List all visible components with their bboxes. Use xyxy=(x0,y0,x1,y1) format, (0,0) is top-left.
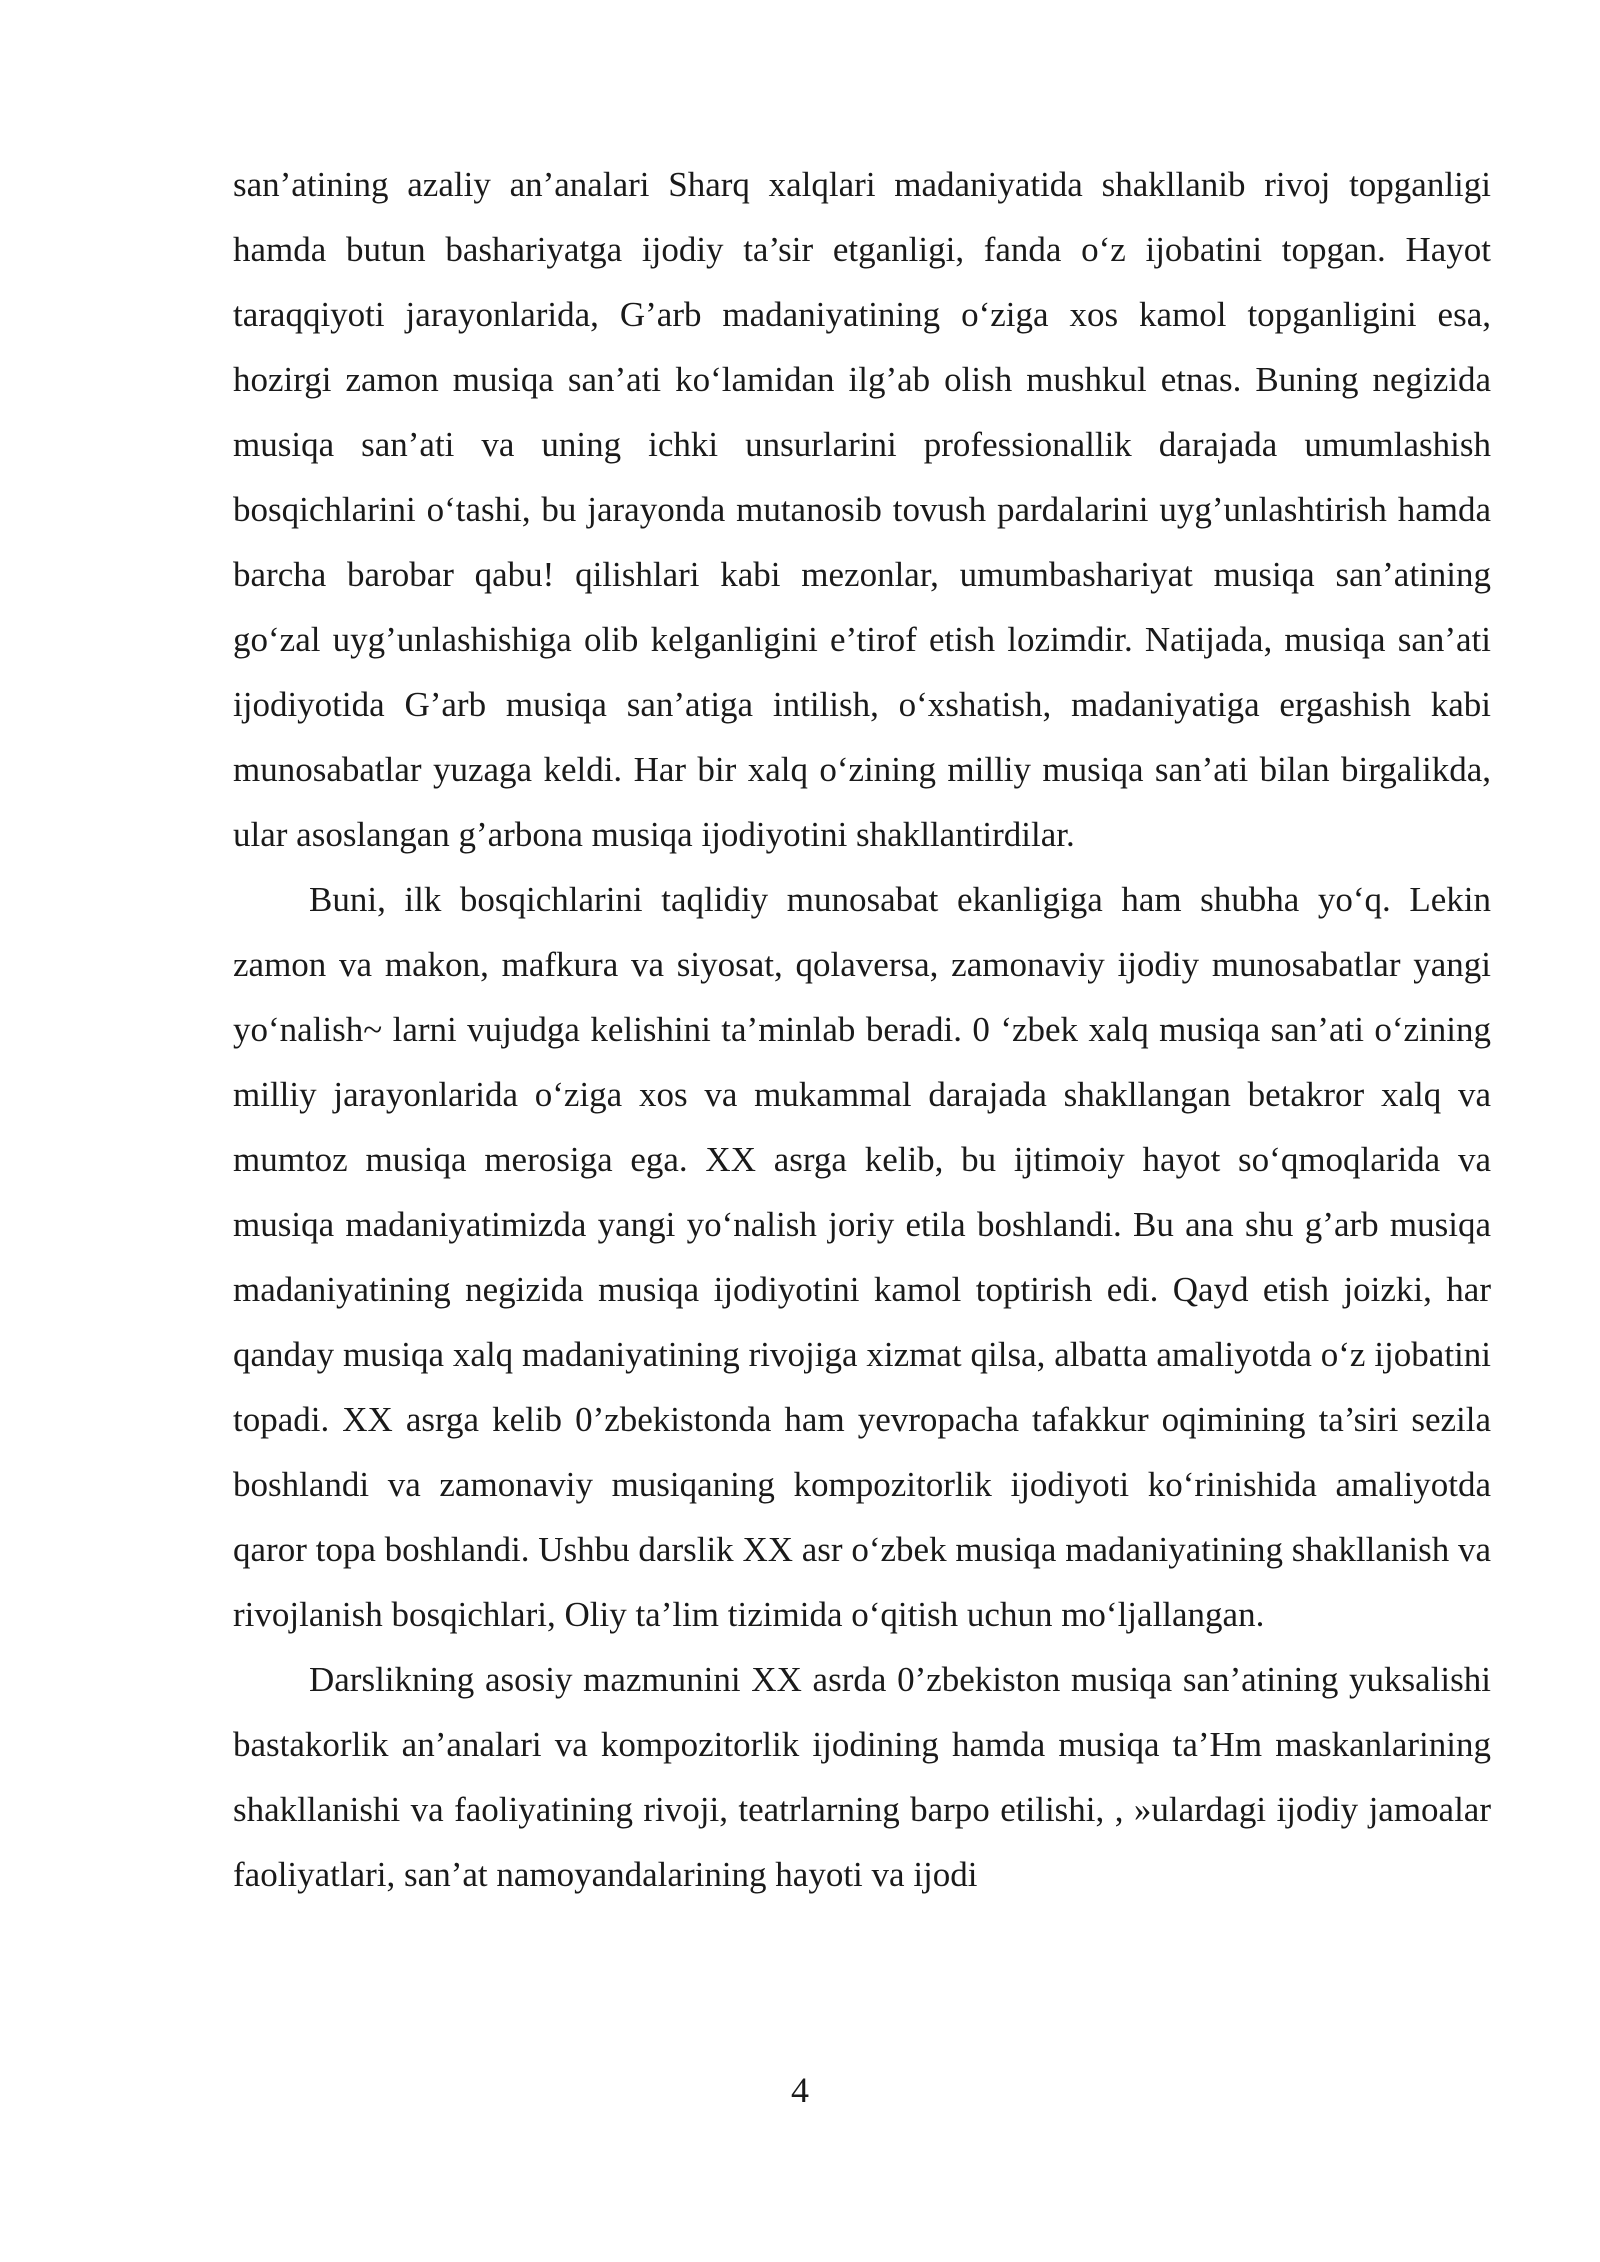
paragraph-1: san’atining azaliy an’analari Sharq xalqlari madaniyatida shakllanib rivoj topganligi hamda butun bashariyatga ijodiy ta’sir etganligi, fanda o‘z ijobatini topgan. Hayot taraqqiyoti jarayonlarida, G’arb madaniyatining o‘ziga xos kamol topganligini esa, hozirgi zamon musiqa san’ati ko‘lamidan ilg’ab olish mushkul etnas. Buning negizida musiqa san’ati va uning ichki unsurlarini professionallik darajada umumlashish bosqichlarini o‘tashi, bu jarayonda mutanosib tovush pardalarini uyg’unlashtirish hamda barcha barobar qabu! qilishlari kabi mezonlar, umumbashariyat musiqa san’atining go‘zal uyg’unlashishiga olib kelganligini e’tirof etish lozimdir. Natijada, musiqa san’ati ijodiyotida G’arb musiqa san’atiga intilish, o‘xshatish, madaniyatiga ergashish kabi munosabatlar yuzaga keldi. Har bir xalq o‘zining milliy musiqa san’ati bilan birgalikda, ular asoslangan g’arbona musiqa ijodiyotini shakllantirdilar. xyxy=(233,165,1491,854)
paragraph-2: Buni, ilk bosqichlarini taqlidiy munosabat ekanligiga ham shubha yo‘q. Lekin zamon va makon, mafkura va siyosat, qolaversa, zamonaviy ijodiy munosabatlar yangi yo‘nalish~ larni vujudga kelishini ta’minlab beradi. 0 ‘zbek xalq musiqa san’ati o‘zining milliy jarayonlarida o‘ziga xos va mukammal darajada shakllangan betakror xalq va mumtoz musiqa merosiga ega. XX asrga kelib, bu ijtimoiy hayot so‘qmoqlarida va musiqa madaniyatimizda yangi yo‘nalish joriy etila boshlandi. Bu ana shu g’arb musiqa madaniyatining negizida musiqa ijodiyotini kamol toptirish edi. Qayd etish joizki, har qanday musiqa xalq madaniyatining rivojiga xizmat qilsa, albatta amaliyotda o‘z ijobatini topadi. XX asrga kelib 0’zbekistonda ham yevropacha tafakkur oqimining ta’siri sezila boshlandi va zamonaviy musiqaning kompozitorlik ijodiyoti ko‘rinishida amaliyotda qaror topa boshlandi. Ushbu darslik XX asr o‘zbek musiqa madaniyatining shakllanish va rivojlanish bosqichlari, Oliy ta’lim tizimida o‘qitish uchun mo‘ljallangan. xyxy=(233,880,1491,1634)
page-number: 4 xyxy=(791,2070,809,2110)
page-body xyxy=(233,152,1491,1907)
paragraph-3: Darslikning asosiy mazmunini XX asrda 0’zbekiston musiqa san’atining yuksalishi bastakorlik an’analari va kompozitorlik ijodining hamda musiqa ta’Hm maskanlarining shakllanishi va faoliyatining rivoji, teatrlarning barpo etilishi, , »ulardagi ijodiy jamoalar faoliyatlari, san’at namoyandalarining hayoti va ijodi xyxy=(233,1660,1491,1894)
